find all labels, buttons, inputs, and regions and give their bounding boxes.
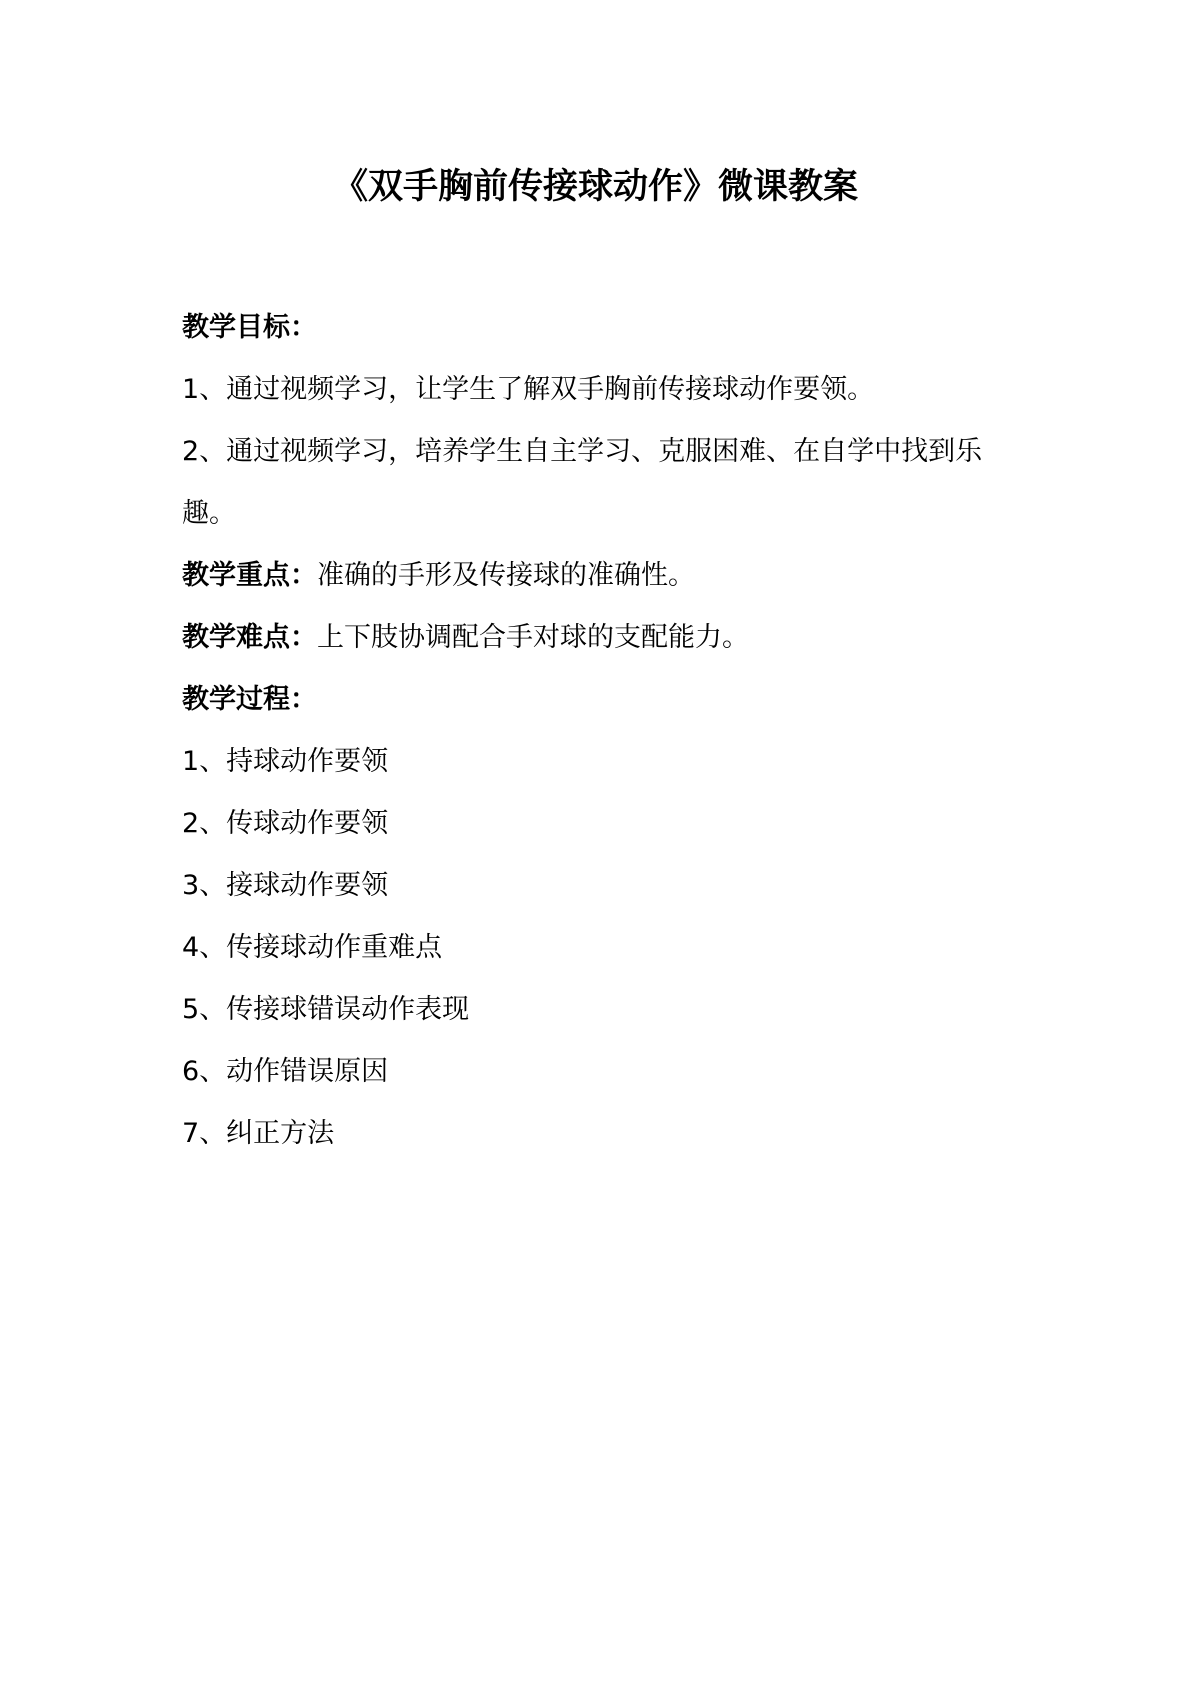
key-point-text: 准确的手形及传接球的准确性。 bbox=[317, 560, 695, 591]
process-text: 、传球动作要领 bbox=[199, 808, 389, 839]
process-number: 1 bbox=[182, 746, 200, 777]
process-heading: 教学过程： bbox=[182, 684, 317, 715]
process-item bbox=[182, 1103, 1012, 1165]
process-text: 、传接球错误动作表现 bbox=[199, 994, 470, 1025]
process-text: 、持球动作要领 bbox=[199, 746, 389, 777]
objective-text: 、通过视频学习，让学生了解双手胸前传接球动作要领。 bbox=[199, 374, 875, 405]
objective-number: 1 bbox=[182, 374, 200, 405]
process-text: 、动作错误原因 bbox=[199, 1056, 389, 1087]
process-item bbox=[182, 917, 1012, 979]
objective-text: 、通过视频学习，培养学生自主学习、克服困难、在自学中找到乐趣。 bbox=[182, 436, 983, 529]
process-item bbox=[182, 855, 1012, 917]
document-title: 《双手胸前传接球动作》微课教案 bbox=[332, 166, 858, 207]
key-point-heading: 教学重点： bbox=[182, 560, 317, 591]
difficult-point-line bbox=[182, 607, 1012, 669]
objective-number: 2 bbox=[182, 436, 200, 467]
process-text: 、传接球动作重难点 bbox=[199, 932, 443, 963]
process-text: 、纠正方法 bbox=[199, 1118, 335, 1149]
process-item bbox=[182, 979, 1012, 1041]
document-body bbox=[182, 297, 1012, 1165]
difficult-point-heading: 教学难点： bbox=[182, 622, 317, 653]
process-text: 、接球动作要领 bbox=[199, 870, 389, 901]
process-number: 3 bbox=[182, 870, 200, 901]
process-number: 7 bbox=[182, 1118, 200, 1149]
process-number: 6 bbox=[182, 1056, 200, 1087]
process-number: 4 bbox=[182, 932, 200, 963]
objective-item bbox=[182, 359, 1012, 421]
process-number: 2 bbox=[182, 808, 200, 839]
objectives-heading: 教学目标： bbox=[182, 312, 317, 343]
difficult-point-text: 上下肢协调配合手对球的支配能力。 bbox=[317, 622, 749, 653]
process-number: 5 bbox=[182, 994, 200, 1025]
objective-item bbox=[182, 421, 1012, 545]
key-point-line bbox=[182, 545, 1012, 607]
process-item bbox=[182, 1041, 1012, 1103]
process-item bbox=[182, 731, 1012, 793]
process-item bbox=[182, 793, 1012, 855]
